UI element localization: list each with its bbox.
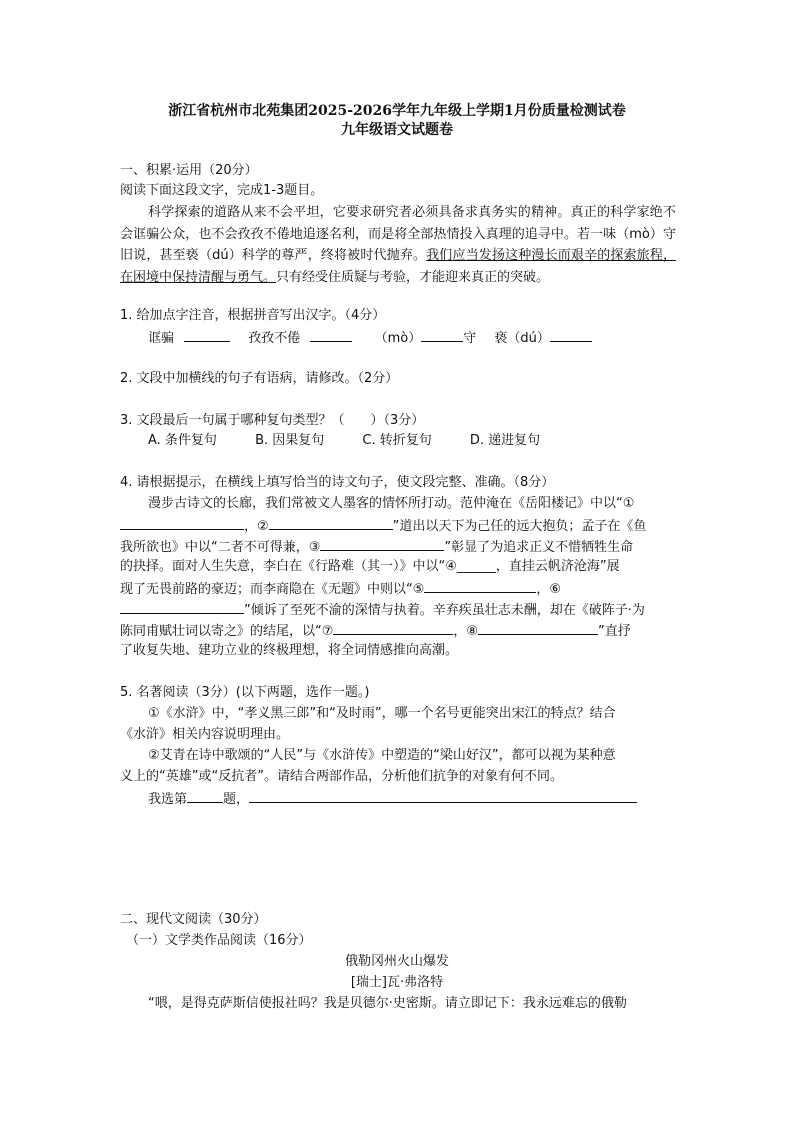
q4-line-7-c: ”直抒 xyxy=(598,624,631,639)
q4-line-4: 的抉择。面对人生失意，李白在《行路难（其一）》中以“④______，直挂云帆济沧海”展 xyxy=(120,559,620,574)
q1-word-1: 诓骗 xyxy=(148,331,175,346)
q3-option-b[interactable]: B. 因果复句 xyxy=(255,433,325,448)
passage-underlined-sentence: 我们应当发扬这种漫长而艰辛的探索旅程，在困境中保持清醒与勇气。 xyxy=(120,248,676,285)
q4-blank-7[interactable] xyxy=(333,620,453,635)
q3-option-a[interactable]: A. 条件复句 xyxy=(148,433,217,448)
q4-blank-6[interactable] xyxy=(120,599,244,614)
q4-line-3-b: ”彰显了为追求正义不惜牺牲生命 xyxy=(444,540,634,555)
q5-answer-line xyxy=(148,788,637,810)
section1-passage xyxy=(120,202,676,288)
q4-line-7-a: 陈同甫赋壮词以寄之》的结尾，以“⑦ xyxy=(120,624,334,639)
q5-text: 5. 名著阅读（3分）(以下两题，选作一题。) xyxy=(120,685,370,700)
q4-line-7-b: ，⑧ xyxy=(453,624,479,639)
q4-blank-2[interactable] xyxy=(269,515,393,530)
q4-line-8: 了收复失地、建功立业的终极理想，将全词情感推向高潮。 xyxy=(120,643,459,658)
q1-blank-1[interactable] xyxy=(184,327,230,342)
q5-choose-suffix: 题， xyxy=(223,792,250,807)
q2-text: 2. 文段中加横线的句子有语病，请修改。（2分） xyxy=(120,371,399,386)
q5-answer-blank[interactable] xyxy=(249,788,637,803)
q4-line-5-b: ，⑥ xyxy=(536,582,562,597)
q5-option-1-line-1: ①《水浒》中，“孝义黑三郎”和“及时雨”，哪一个名号更能突出宋江的特点？结合 xyxy=(148,706,616,721)
q1-word-3-after: 守 xyxy=(463,331,477,346)
q4-line-5 xyxy=(120,578,561,600)
q5-option-1-line-2: 《水浒》相关内容说明理由。 xyxy=(120,727,290,742)
q1-blank-3[interactable] xyxy=(421,327,463,342)
article-title: 俄勒冈州火山爆发 xyxy=(344,954,449,969)
q4-blank-1[interactable] xyxy=(120,515,244,530)
q4-line-3-a: 我所欲也》中以“二者不可得兼，③ xyxy=(120,540,321,555)
q4-blank-3[interactable] xyxy=(320,536,444,551)
q4-blank-5[interactable] xyxy=(424,578,536,593)
passage-text: 科学探索的道路从来不会平坦，它要求研究者必须具备求真务实的精神。真正的科学家绝不会诓骗公众，也不会孜孜不倦地追逐名利，而是将全部热情投入真理的追寻中。若一味（mò）守旧说，甚至亵（dú）科学的尊严，终将被时代抛弃。 xyxy=(120,205,676,263)
q4-line-2-a: ，② xyxy=(244,519,269,534)
section2-subheading: （一）文学类作品阅读（16分） xyxy=(126,933,312,948)
q1-blank-2[interactable] xyxy=(310,327,352,342)
q5-choose-label: 我选第 xyxy=(148,792,188,807)
q1-text: 1. 给加点字注音，根据拼音写出汉字。（4分） xyxy=(120,308,386,323)
q1-blanks xyxy=(148,327,592,349)
passage-tail: 只有经受住质疑与考验，才能迎来真正的突破。 xyxy=(276,269,550,285)
q1-word-2: 孜孜不倦 xyxy=(248,331,301,346)
q4-line-1: 漫步古诗文的长廊，我们常被文人墨客的情怀所打动。范仲淹在《岳阳楼记》中以“① xyxy=(148,496,635,511)
q4-line-2 xyxy=(120,515,646,537)
section1-heading: 一、积累·运用（20分） xyxy=(120,163,258,178)
q4-blank-8[interactable] xyxy=(478,620,598,635)
q4-line-6-text: ”倾诉了至死不渝的深情与执着。辛弃疾虽壮志未酬，却在《破阵子·为 xyxy=(244,603,645,618)
q4-line-2-b: ”道出以天下为己任的远大抱负；孟子在《鱼 xyxy=(392,519,647,534)
exam-subtitle: 九年级语文试题卷 xyxy=(341,122,453,138)
q5-option-2-line-2: 义上的“英雄”或“反抗者”。请结合两部作品，分析他们抗争的对象有何不同。 xyxy=(120,769,563,784)
q1-blank-4[interactable] xyxy=(550,327,592,342)
q1-word-3: （mò） xyxy=(374,331,422,346)
q4-text: 4. 请根据提示，在横线上填写恰当的诗文句子，使文段完整、准确。（8分） xyxy=(120,475,555,490)
q3-text: 3. 文段最后一句属于哪种复句类型？（ ）（3分） xyxy=(120,413,425,428)
q4-line-7 xyxy=(120,620,631,642)
q4-line-3 xyxy=(120,536,633,558)
article-first-line: “喂，是得克萨斯信使报社吗？我是贝德尔·史密斯。请立即记下：我永远难忘的俄勒 xyxy=(148,996,627,1011)
section2-heading: 二、现代文阅读（30分） xyxy=(120,912,267,927)
q5-option-2-line-1: ②艾青在诗中歌颂的“人民”与《水浒传》中塑造的“梁山好汉”，都可以视为某种意 xyxy=(148,748,616,763)
q1-word-4: 亵（dú） xyxy=(494,331,550,346)
q3-options xyxy=(148,431,574,451)
q5-choice-blank[interactable] xyxy=(187,788,223,803)
article-author: [瑞士]瓦·弗洛特 xyxy=(350,975,444,990)
q3-option-d[interactable]: D. 递进复句 xyxy=(469,433,541,448)
q4-line-5-a: 现了无畏前路的豪迈；而李商隐在《无题》中则以“⑤ xyxy=(120,582,425,597)
section1-instruction: 阅读下面这段文字，完成1-3题目。 xyxy=(120,183,324,198)
q4-line-6 xyxy=(120,599,645,621)
q3-option-c[interactable]: C. 转折复句 xyxy=(362,433,432,448)
exam-title: 浙江省杭州市北苑集团2025-2026学年九年级上学期1月份质量检测试卷 xyxy=(168,103,626,119)
